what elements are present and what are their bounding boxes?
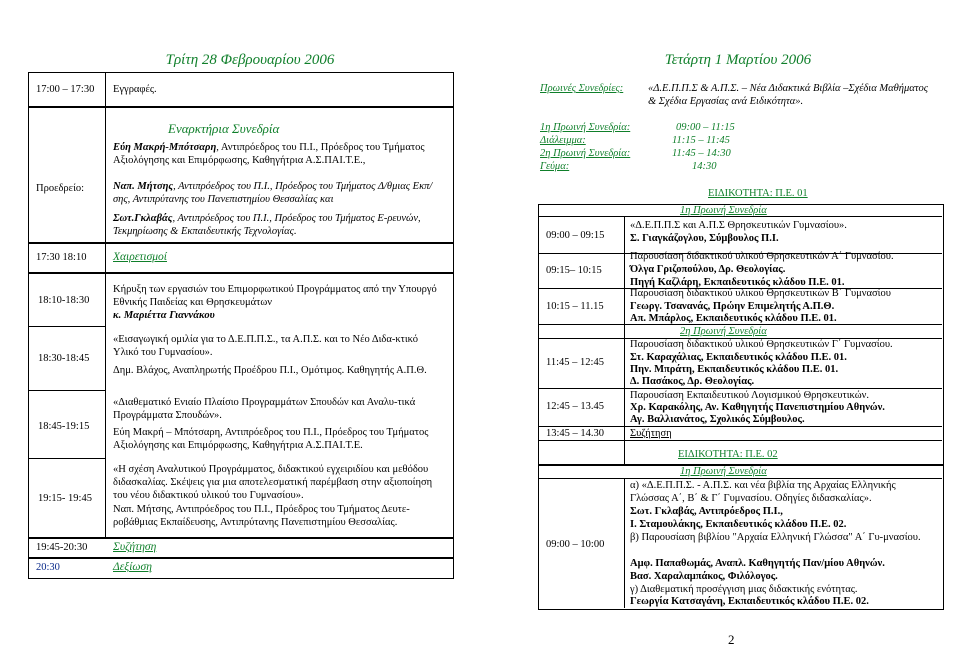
row-time: 12:45 – 13.45 xyxy=(546,401,605,412)
row-line: Γεωργία Κατσαγάνη, Εκπαιδευτικός κλάδου Π.Ε. 02. xyxy=(630,596,869,607)
presidium-name: Εύη Μακρή-Μπότσαρη xyxy=(113,142,217,153)
discussion-time: 19:45-20:30 xyxy=(36,542,88,553)
presidium-text: , Αντιπρόεδρος του Π.Ι., Πρόεδρος του Τμήματος Ε-ρευνών, Τεκμηρίωσης & Εκπαιδευτικής Τεχνολογίας. xyxy=(113,213,421,237)
session-desc: «Διαθεματικό Ενιαίο Πλαίσιο Προγραμμάτων Σπουδών και Αναλυ-τικά Προγράμματα Σπουδών». xyxy=(113,397,416,421)
schedule-label: 1η Πρωινή Συνεδρία: xyxy=(540,122,631,133)
row-line: Όλγα Γριζοπούλου, Δρ. Θεολογίας. xyxy=(630,264,786,275)
row-line: Απ. Μπάρλος, Εκπαιδευτικός κλάδου Π.Ε. 01. xyxy=(630,313,837,324)
greetings-label: Χαιρετισμοί xyxy=(113,251,168,263)
session-desc: «Εισαγωγική ομιλία για το Δ.Ε.Π.Π.Σ., τα Α.Π.Σ. και το Νέο Διδα-κτικό Υλικό του Γυμνασίου». xyxy=(113,334,418,358)
row-line: Σ. Γιαγκάζογλου, Σύμβουλος Π.Ι. xyxy=(630,233,779,244)
row-line: γ) Διαθεματική προσέγγιση μιας διδακτικής ενότητας. xyxy=(630,584,858,595)
schedule-label: 2η Πρωινή Συνεδρία: xyxy=(540,148,631,159)
row-line: Συζήτηση xyxy=(630,428,672,439)
row-line: Αμφ. Παπαθωμάς, Αναπλ. Καθηγητής Παν/μίου Αθηνών. xyxy=(630,558,885,569)
schedule-time: 11:45 – 14:30 xyxy=(672,148,731,159)
presidium-entry xyxy=(113,141,443,167)
presidium-text: , Αντιπρόεδρος του Π.Ι., Πρόεδρος του Τμήματος Δ/θμιας Εκπ/σης, Αντιπρύτανης του Πανεπιστημίου Θεσσαλίας και xyxy=(113,181,433,205)
session-time: 19:15- 19:45 xyxy=(38,493,92,504)
spec2-heading: ΕΙΔΙΚΟΤΗΤΑ: Π.Ε. 02 xyxy=(678,449,778,460)
presidium-entry xyxy=(113,180,443,206)
row-time: 09:15– 10:15 xyxy=(546,265,602,276)
row-line: Γεωργ. Τσανανάς, Πρώην Επιμελητής Α.Π.Θ. xyxy=(630,301,835,312)
session3-title: 1η Πρωινή Συνεδρία xyxy=(680,466,767,477)
opening-title: Εναρκτήρια Συνεδρία xyxy=(168,121,280,136)
row-line: «Δ.Ε.Π.Π.Σ και Α.Π.Σ Θρησκευτικών Γυμνασίου». xyxy=(630,220,847,231)
row-time: 09:00 – 09:15 xyxy=(546,230,605,241)
reg-label: Εγγραφές. xyxy=(113,84,157,95)
session-speaker: Δημ. Βλάχος, Αναπληρωτής Προέδρου Π.Ι., Ομότιμος. Καθηγητής Α.Π.Θ. xyxy=(113,365,427,376)
discussion-label: Συζήτηση xyxy=(113,541,157,553)
row-line: Αγ. Βαλλιανάτος, Σχολικός Σύμβουλος. xyxy=(630,414,805,425)
schedule-time: 11:15 – 11:45 xyxy=(672,135,730,146)
morning-text: «Δ.Ε.Π.Π.Σ & Α.Π.Σ. – Νέα Διδακτικά Βιβλία –Σχέδια Μαθήματος & Σχέδια Εργασίας ανά Ειδικότητα». xyxy=(648,83,929,107)
session-speaker: κ. Μαριέττα Γιαννάκου xyxy=(113,310,215,321)
page-number: 2 xyxy=(728,632,735,647)
morning-label: Πρωινές Συνεδρίες: xyxy=(540,83,624,94)
left-day-title: Τρίτη 28 Φεβρουαρίου 2006 xyxy=(165,52,335,68)
row-line: β) Παρουσίαση βιβλίου "Αρχαία Ελληνική Γλώσσα" Α΄ Γυ-μνασίου. xyxy=(630,532,921,543)
session-time: 18:10-18:30 xyxy=(38,295,90,306)
session-desc: «Η σχέση Αναλυτικού Προγράμματος, διδακτικού εγχειριδίου και μεθόδου διδασκαλίας. Σκέψεις για μια αποτελεσματική παρέμβαση στην αξιοποίηση του νέου διδακτικού υλικού του Γυμνασίου». xyxy=(113,464,433,501)
greetings-row xyxy=(28,242,454,274)
presidium-label: Προεδρείο: xyxy=(36,183,85,194)
presidium-entry xyxy=(113,212,443,238)
row-line: Παρουσίαση Εκπαιδευτικού Λογισμικού Θρησκευτικών. xyxy=(630,390,869,401)
schedule-label: Διάλειμμα: xyxy=(540,135,586,146)
greetings-time: 17:30 18:10 xyxy=(36,252,87,263)
row-line: Σωτ. Γκλαβάς, Αντιπρόεδρος Π.Ι., xyxy=(630,506,783,517)
row-time: 11:45 – 12:45 xyxy=(546,357,604,368)
schedule-label: Γεύμα: xyxy=(540,161,570,172)
session1-title: 1η Πρωινή Συνεδρία xyxy=(680,205,767,216)
spec1-heading: ΕΙΔΙΚΟΤΗΤΑ: Π.Ε. 01 xyxy=(708,188,808,199)
row-line: Στ. Καραχάλιας, Εκπαιδευτικός κλάδου Π.Ε. 01. xyxy=(630,352,847,363)
session-time: 18:45-19:15 xyxy=(38,421,90,432)
row-line: Παρουσίαση διδακτικού υλικού Θρησκευτικών Β΄ Γυμνασίου xyxy=(630,288,891,299)
row-time: 09:00 – 10:00 xyxy=(546,539,605,550)
session-desc: Κήρυξη των εργασιών του Επιμορφωτικού Προγράμματος από την Υπουργό Εθνικής Παιδείας και Θρησκευμάτων xyxy=(113,284,437,308)
reg-time: 17:00 – 17:30 xyxy=(36,84,95,95)
row-line: Παρουσίαση διδακτικού υλικού Θρησκευτικών Γ΄ Γυμνασίου. xyxy=(630,339,893,350)
presidium-name: Σωτ.Γκλαβάς xyxy=(113,213,173,224)
presidium-text: , Αντιπρόεδρος του Π.Ι., Πρόεδρος του Τμήματος Αξιολόγησης και Επιμόρφωσης, Καθηγήτρια Α.Σ.ΠΑΙ.Τ.Ε., xyxy=(113,142,425,166)
row-time: 13:45 – 14.30 xyxy=(546,428,605,439)
schedule-time: 09:00 – 11:15 xyxy=(676,122,735,133)
row-line: Παρουσίαση διδακτικού υλικού Θρησκευτικών Α΄ Γυμνασίου. xyxy=(630,251,894,262)
reception-time: 20:30 xyxy=(36,562,60,573)
row-line: Χρ. Καρακόλης, Αν. Καθηγητής Πανεπιστημίου Αθηνών. xyxy=(630,402,885,413)
row-line: Πην. Μπράτη, Εκπαιδευτικός κλάδου Π.Ε. 01. xyxy=(630,364,839,375)
session-time: 18:30-18:45 xyxy=(38,353,90,364)
row-time: 10:15 – 11.15 xyxy=(546,301,604,312)
schedule-time: 14:30 xyxy=(692,161,717,172)
session-speaker: Εύη Μακρή – Μπότσαρη, Αντιπρόεδρος του Π.Ι., Πρόεδρος του Τμήματος Αξιολόγησης και Επιμόρφωσης, Καθηγήτρια Α.Σ.ΠΑΙ.Τ.Ε. xyxy=(113,427,429,451)
reception-label: Δεξίωση xyxy=(113,561,152,573)
row-line: Βασ. Χαραλαμπάκος, Φιλόλογος. xyxy=(630,571,778,582)
right-day-title: Τετάρτη 1 Μαρτίου 2006 xyxy=(664,52,812,68)
session-speaker: Ναπ. Μήτσης, Αντιπρόεδρος του Π.Ι., Πρόεδρος του Τμήματος Δευτε-ροβάθμιας Εκπαίδευσης, Αντιπρύτανης Πανεπιστημίου Θεσσαλίας. xyxy=(113,504,410,528)
row-line: α) «Δ.Ε.Π.Π.Σ. - Α.Π.Σ. και νέα βιβλία της Αρχαίας Ελληνικής Γλώσσας Α΄, Β΄ & Γ΄ Γυμνασίου. Οδηγίες διδασκαλίας». xyxy=(630,480,896,504)
reception-row xyxy=(28,557,454,579)
row-line: Πηγή Καζλάρη, Εκπαιδευτικός κλάδου Π.Ε. 01. xyxy=(630,277,845,288)
row-line: Ι. Σταμουλάκης, Εκπαιδευτικός κλάδου Π.Ε. 02. xyxy=(630,519,847,530)
session2-title: 2η Πρωινή Συνεδρία xyxy=(680,326,767,337)
discussion-row xyxy=(28,537,454,559)
presidium-name: Ναπ. Μήτσης xyxy=(113,181,174,192)
row-line: Δ. Πασάκος, Δρ. Θεολογίας. xyxy=(630,376,755,387)
